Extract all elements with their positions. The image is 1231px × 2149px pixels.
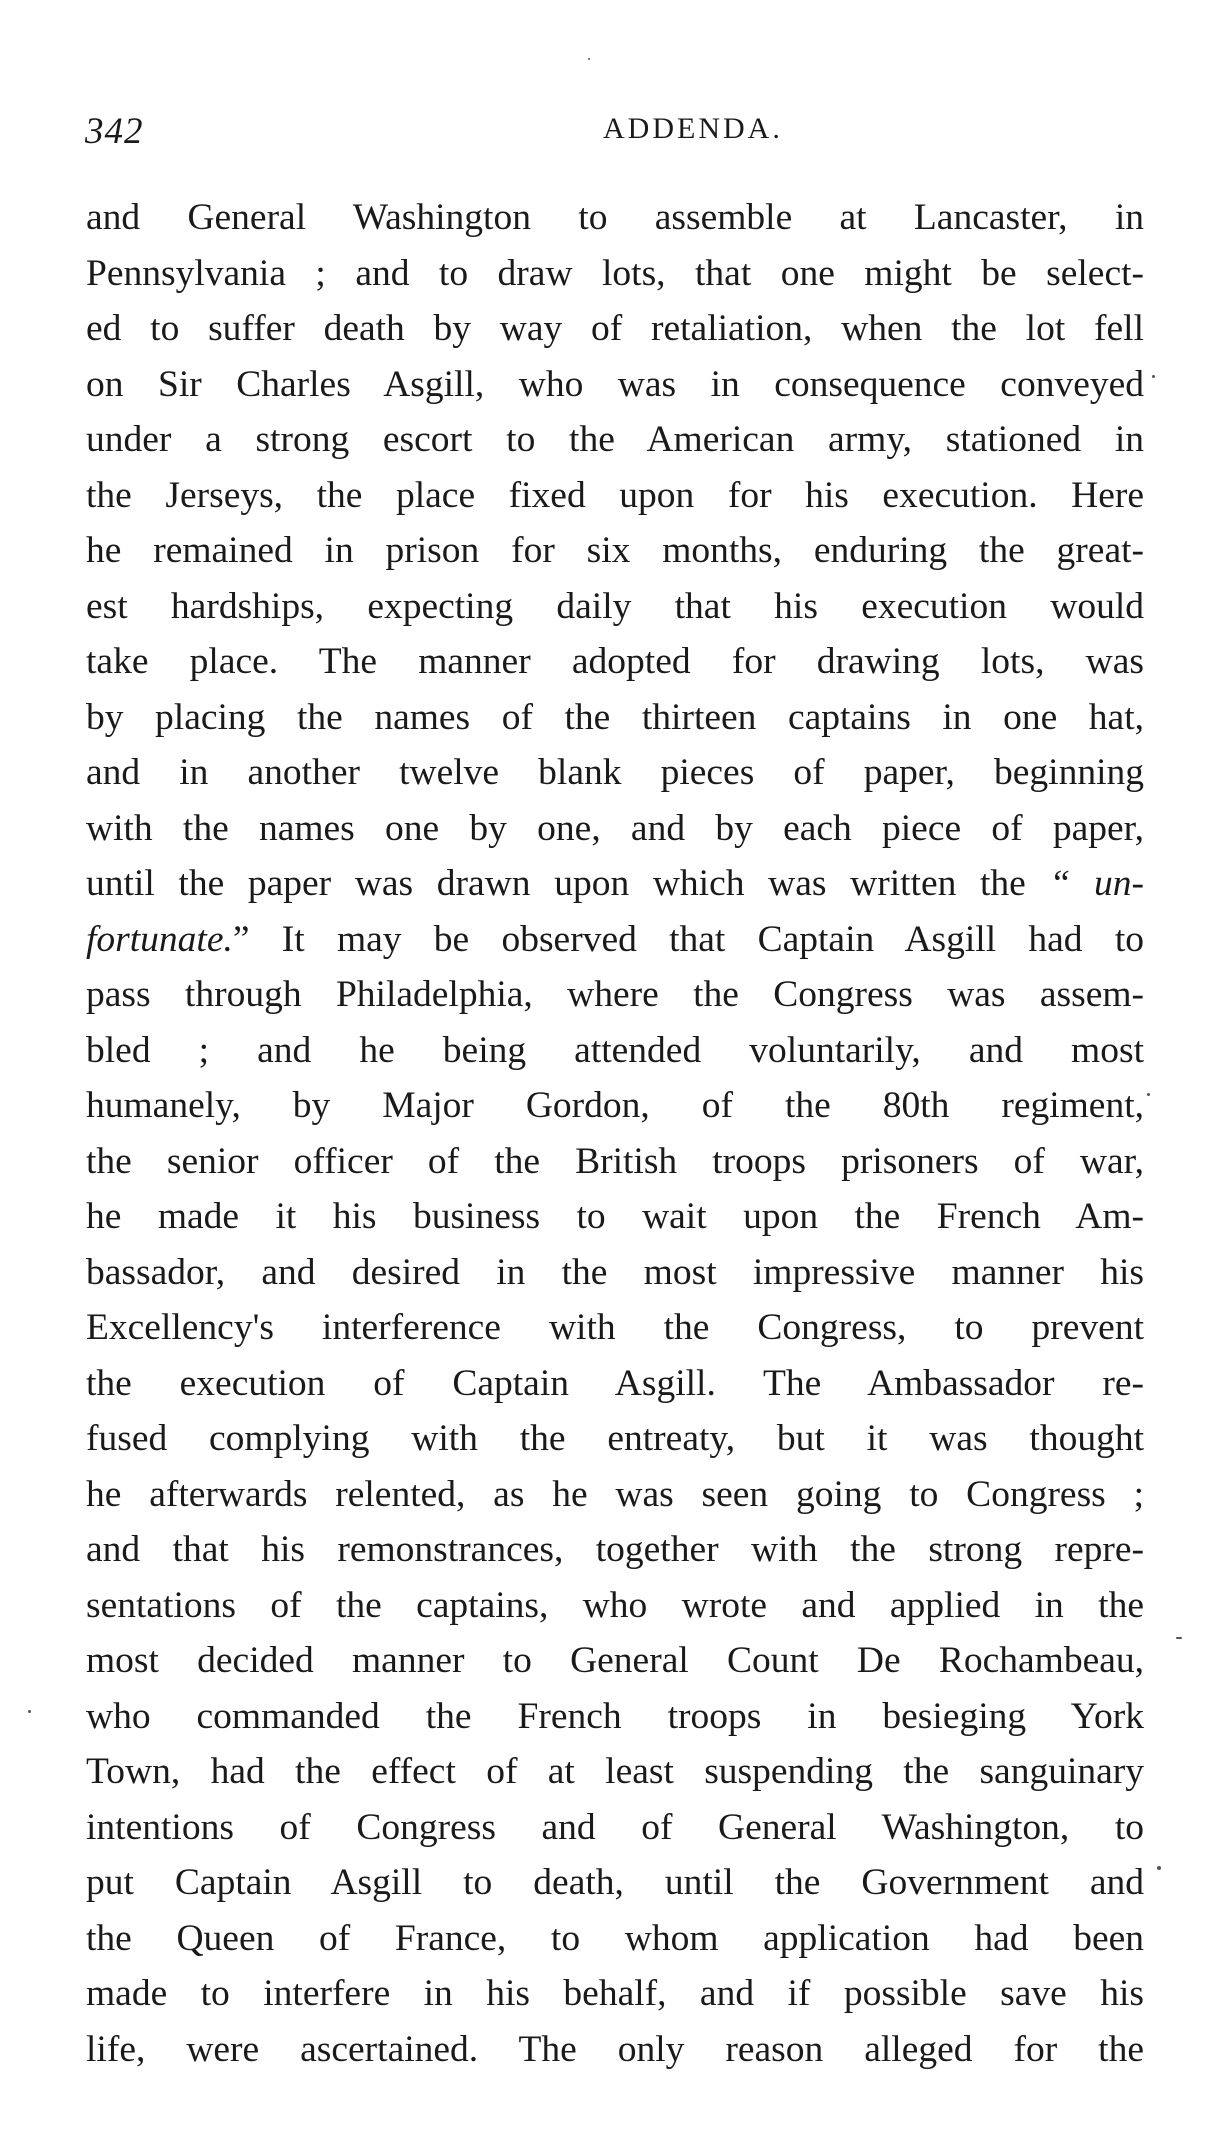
text-line: and General Washington to assemble at Lancaster, in: [86, 197, 1144, 238]
text-line: life, were ascertained. The only reason alleged for the: [86, 2028, 1144, 2070]
text-line: and in another twelve blank pieces of paper, beginning: [86, 752, 1144, 793]
text-line: est hardships, expecting daily that his execution would: [86, 585, 1144, 627]
running-head: ADDENDA.: [603, 112, 783, 145]
page-number: 342: [85, 111, 144, 152]
text-line: humanely, by Major Gordon, of the 80th regiment,: [86, 1085, 1144, 1126]
text-line: [86, 912, 1144, 968]
print-speck: [1147, 1093, 1150, 1096]
body-text: [86, 190, 1144, 2077]
text-line: the senior officer of the British troops prisoners of war,: [86, 1140, 1144, 1182]
text-segment: until the paper was drawn upon which was written the: [86, 863, 1026, 904]
text-line: bled ; and he being attended voluntarily, and most: [86, 1029, 1144, 1071]
print-speck: [1176, 1637, 1182, 1639]
text-line: the execution of Captain Asgill. The Ambassador re-: [86, 1362, 1144, 1404]
italic-text: fortunate.: [86, 918, 233, 960]
text-line: put Captain Asgill to death, until the Government and: [86, 1862, 1144, 1903]
text-line: with the names one by one, and by each piece of paper,: [86, 807, 1144, 849]
print-speck: [1152, 375, 1155, 378]
text-line: pass through Philadelphia, where the Congress was assem-: [86, 974, 1144, 1015]
text-segment: ” It may be observed that Captain Asgill had to: [232, 918, 1144, 960]
page-header: [85, 110, 1145, 158]
text-line: fused complying with the entreaty, but it was thought: [86, 1418, 1144, 1459]
text-line: [86, 856, 1144, 912]
text-line: Town, had the effect of at least suspending the sanguinary: [86, 1751, 1144, 1792]
text-line: who commanded the French troops in besieging York: [86, 1695, 1144, 1737]
text-line: he made it his business to wait upon the French Am-: [86, 1196, 1144, 1237]
text-line: the Jerseys, the place fixed upon for his execution. Here: [86, 474, 1144, 516]
text-line: the Queen of France, to whom application had been: [86, 1917, 1144, 1959]
text-line: on Sir Charles Asgill, who was in consequence conveyed: [86, 363, 1144, 405]
text-line: take place. The manner adopted for drawing lots, was: [86, 641, 1144, 682]
print-speck: [1157, 1866, 1161, 1870]
text-line: under a strong escort to the American army, stationed in: [86, 419, 1144, 460]
text-line: Excellency's interference with the Congress, to prevent: [86, 1307, 1144, 1348]
text-line: made to interfere in his behalf, and if possible save his: [86, 1973, 1144, 2014]
text-line: sentations of the captains, who wrote and applied in the: [86, 1584, 1144, 1626]
text-line: he afterwards relented, as he was seen going to Congress ;: [86, 1473, 1144, 1515]
print-speck: [28, 1710, 31, 1713]
text-line: and that his remonstrances, together with the strong repre-: [86, 1529, 1144, 1570]
print-speck: [588, 58, 590, 60]
text-line: he remained in prison for six months, enduring the great-: [86, 530, 1144, 571]
italic-text: “ un-: [1049, 863, 1145, 904]
text-line: intentions of Congress and of General Washington, to: [86, 1806, 1144, 1848]
text-line: by placing the names of the thirteen captains in one hat,: [86, 696, 1144, 738]
text-line: bassador, and desired in the most impressive manner his: [86, 1251, 1144, 1293]
text-line: Pennsylvania ; and to draw lots, that one might be select-: [86, 252, 1144, 294]
text-line: most decided manner to General Count De Rochambeau,: [86, 1640, 1144, 1681]
text-line: ed to suffer death by way of retaliation, when the lot fell: [86, 308, 1144, 349]
